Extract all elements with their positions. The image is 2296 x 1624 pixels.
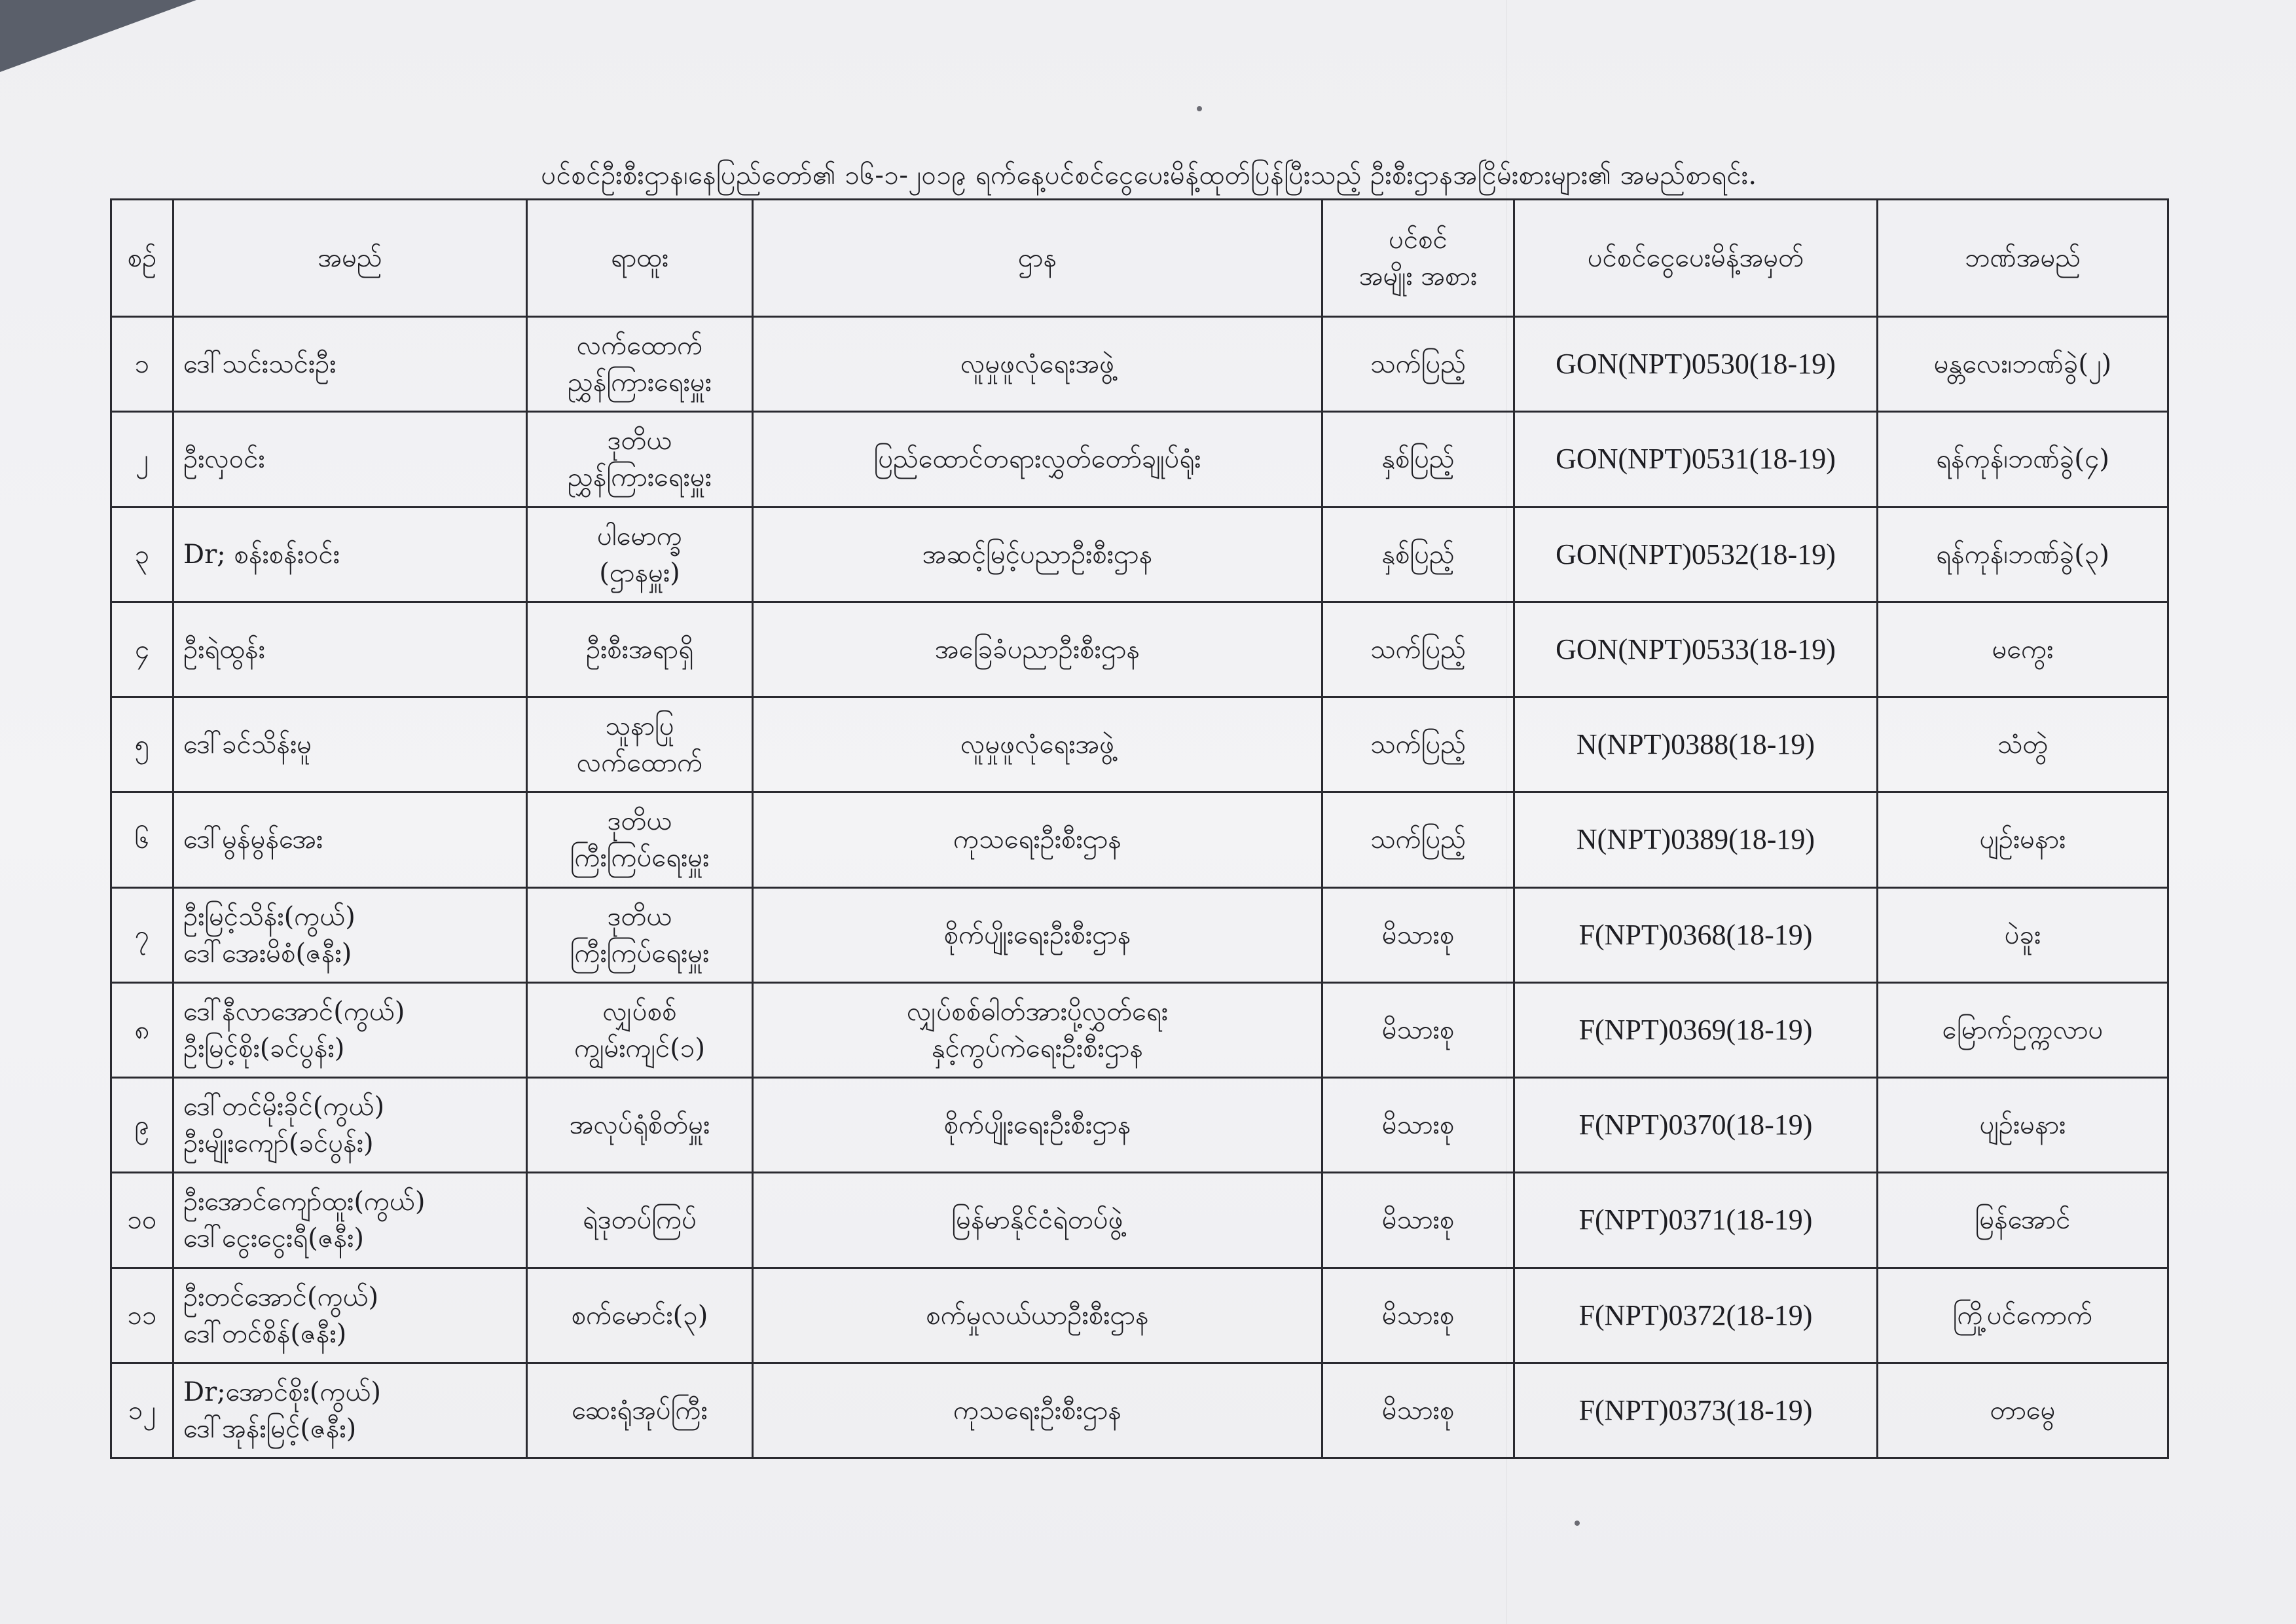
header-name: အမည် (173, 200, 527, 317)
license-number-cell: N(NPT)0388(18-19) (1514, 697, 1878, 792)
header-pension-type (1322, 200, 1514, 317)
bank-cell: ရန်ကုန်၊ဘဏ်ခွဲ(၄) (1878, 412, 2168, 507)
department-line: စိုက်ပျိုးရေးဦးစီးဌာန (943, 1110, 1131, 1141)
rank-line: ကြီးကြပ်ရေးမှူး (570, 938, 710, 969)
table-row (111, 1268, 2168, 1363)
pension-type-cell: မိသားစု (1322, 1078, 1514, 1173)
bank-cell: ပျဉ်းမနား (1878, 1078, 2168, 1173)
header-pension-type-line: အမျိုး အစား (1358, 261, 1478, 291)
name-cell (173, 412, 527, 507)
pension-type-cell: သက်ပြည့် (1322, 792, 1514, 887)
rank-cell (527, 412, 753, 507)
paper-speck (1197, 106, 1202, 111)
table-row (111, 1173, 2168, 1268)
department-cell (753, 697, 1322, 792)
department-cell (753, 792, 1322, 887)
header-license-number: ပင်စင်ငွေပေးမိန့်အမှတ် (1514, 200, 1878, 317)
page-corner-shadow (0, 0, 196, 72)
serial-cell: ၆ (111, 792, 173, 887)
department-line: မြန်မာနိုင်ငံရဲတပ်ဖွဲ့ (951, 1205, 1123, 1236)
rank-cell (527, 792, 753, 887)
rank-line: ကြီးကြပ်ရေးမှူး (570, 843, 710, 874)
pension-type-cell: သက်ပြည့် (1322, 317, 1514, 412)
bank-cell: မကွေး (1878, 602, 2168, 697)
table-row (111, 1363, 2168, 1458)
rank-line: လက်ထောက် (576, 748, 703, 779)
license-number-cell: F(NPT)0372(18-19) (1514, 1268, 1878, 1363)
bank-cell: ရန်ကုန်၊ဘဏ်ခွဲ(၃) (1878, 507, 2168, 602)
rank-cell (527, 317, 753, 412)
header-rank: ရာထူး (527, 200, 753, 317)
table-row (111, 982, 2168, 1077)
rank-line: လက်ထောက် (576, 331, 703, 361)
name-cell (173, 507, 527, 602)
department-cell (753, 887, 1322, 982)
bank-cell: ပျဉ်းမနား (1878, 792, 2168, 887)
license-number-cell: F(NPT)0370(18-19) (1514, 1078, 1878, 1173)
bank-cell: ကြို့ပင်ကောက် (1878, 1268, 2168, 1363)
rank-line: အလုပ်ရုံစိတ်မှူး (569, 1110, 710, 1141)
name-line: Dr; စန်းစန်းဝင်း (183, 539, 340, 570)
rank-line: ဒုတိယ (607, 426, 672, 456)
pension-type-cell: မိသားစု (1322, 1363, 1514, 1458)
pension-type-cell: နှစ်ပြည့် (1322, 412, 1514, 507)
name-cell (173, 697, 527, 792)
license-number-cell: GON(NPT)0531(18-19) (1514, 412, 1878, 507)
name-line: ဒေါ်တင်မိုးခိုင်(ကွယ်) (183, 1092, 385, 1122)
name-cell (173, 1268, 527, 1363)
rank-line: ဒုတိယ (607, 901, 672, 932)
department-line: ကုသရေးဦးစီးဌာန (953, 824, 1121, 855)
department-line: လူမှုဖူလုံရေးအဖွဲ့ (960, 349, 1115, 380)
license-number-cell: GON(NPT)0533(18-19) (1514, 602, 1878, 697)
pensioner-table (110, 198, 2169, 1459)
rank-line: ကျွမ်းကျင်(၁) (574, 1033, 705, 1063)
bank-cell: သံတွဲ (1878, 697, 2168, 792)
serial-cell: ၁ (111, 317, 173, 412)
rank-cell (527, 602, 753, 697)
rank-cell (527, 887, 753, 982)
name-line: ဦးလှဝင်း (183, 444, 265, 475)
department-cell (753, 1173, 1322, 1268)
department-cell (753, 1268, 1322, 1363)
department-line: အဆင့်မြင့်ပညာဦးစီးဌာန (922, 539, 1153, 570)
rank-line: ဒုတိယ (607, 806, 672, 837)
name-cell (173, 317, 527, 412)
name-line: ဒေါ်နီလာအောင်(ကွယ်) (183, 996, 405, 1027)
table-row (111, 317, 2168, 412)
name-cell (173, 792, 527, 887)
table-row (111, 1078, 2168, 1173)
name-cell (173, 887, 527, 982)
pension-type-cell: မိသားစု (1322, 1268, 1514, 1363)
department-line: စက်မှုလယ်ယာဦးစီးဌာန (926, 1300, 1149, 1331)
rank-cell (527, 1268, 753, 1363)
bank-cell: တာမွေ (1878, 1363, 2168, 1458)
serial-cell: ၅ (111, 697, 173, 792)
bank-cell: မန္တလေး၊ဘဏ်ခွဲ(၂) (1878, 317, 2168, 412)
license-number-cell: F(NPT)0368(18-19) (1514, 887, 1878, 982)
pension-type-cell: မိသားစု (1322, 887, 1514, 982)
department-line: လျှပ်စစ်ဓါတ်အားပို့လွှတ်ရေး (907, 996, 1168, 1027)
name-line: ဦးရဲထွန်း (183, 634, 265, 665)
name-cell (173, 1078, 527, 1173)
bank-cell: မြန်အောင် (1878, 1173, 2168, 1268)
rank-cell (527, 1078, 753, 1173)
name-line: ဦးအောင်ကျော်ထူး(ကွယ်) (183, 1187, 426, 1217)
rank-line: သူနာပြု (605, 711, 674, 742)
serial-cell: ၃ (111, 507, 173, 602)
rank-cell (527, 507, 753, 602)
rank-cell (527, 982, 753, 1077)
name-cell (173, 1173, 527, 1268)
name-line: ဒေါ်တင်စိန်(ဇနီး) (183, 1318, 347, 1349)
department-line: အခြေခံပညာဦးစီးဌာန (934, 634, 1140, 665)
pension-type-cell: မိသားစု (1322, 1173, 1514, 1268)
pension-type-cell: သက်ပြည့် (1322, 602, 1514, 697)
pension-type-cell: မိသားစု (1322, 982, 1514, 1077)
rank-line: ညွှန်ကြားရေးမှူး (568, 367, 712, 398)
name-line: Dr;အောင်စိုး(ကွယ်) (183, 1376, 382, 1407)
pension-type-cell: နှစ်ပြည့် (1322, 507, 1514, 602)
department-cell (753, 1078, 1322, 1173)
license-number-cell: GON(NPT)0532(18-19) (1514, 507, 1878, 602)
department-cell (753, 507, 1322, 602)
serial-cell: ၉ (111, 1078, 173, 1173)
rank-line: ရဲဒုတပ်ကြပ် (582, 1205, 697, 1236)
name-line: ဦးတင်အောင်(ကွယ်) (183, 1282, 379, 1312)
license-number-cell: F(NPT)0369(18-19) (1514, 982, 1878, 1077)
name-cell (173, 602, 527, 697)
table-row (111, 507, 2168, 602)
department-line: ပြည်ထောင်တရားလွှတ်တော်ချုပ်ရုံး (873, 444, 1201, 475)
serial-cell: ၈ (111, 982, 173, 1077)
license-number-cell: N(NPT)0389(18-19) (1514, 792, 1878, 887)
license-number-cell: F(NPT)0371(18-19) (1514, 1173, 1878, 1268)
header-pension-type-line: ပင်စင် (1389, 225, 1448, 255)
department-cell (753, 412, 1322, 507)
rank-cell (527, 697, 753, 792)
table-body (111, 317, 2168, 1458)
table-row (111, 887, 2168, 982)
bank-cell: ပဲခူး (1878, 887, 2168, 982)
header-department: ဌာန (753, 200, 1322, 317)
serial-cell: ၁၂ (111, 1363, 173, 1458)
document-title: ပင်စင်ဦးစီးဌာန၊နေပြည်တော်၏ ၁၆-၁-၂၀၁၉ ရက်နေ့ပင်စင်ငွေပေးမိန့်ထုတ်ပြန်ပြီးသည့် ဦးစီးဌာနအငြိမ်းစားများ၏ အမည်စာရင်း. (541, 160, 1757, 191)
name-line: ဒေါ်ခင်သိန်းမူ (183, 729, 312, 760)
name-line: ဦးမြင့်စိုး(ခင်ပွန်း) (183, 1033, 345, 1063)
department-line: နှင့်ကွပ်ကဲရေးဦးစီးဌာန (931, 1033, 1144, 1063)
pension-type-cell: သက်ပြည့် (1322, 697, 1514, 792)
rank-line: လျှပ်စစ် (602, 996, 677, 1027)
table-row (111, 602, 2168, 697)
paper-speck (1575, 1521, 1580, 1526)
name-line: ဒေါ်ငွေးငွေးရီ(ဇနီး) (183, 1223, 365, 1254)
table-row (111, 697, 2168, 792)
name-cell (173, 1363, 527, 1458)
rank-line: ဆေးရုံအုပ်ကြီး (572, 1395, 708, 1426)
table-row (111, 792, 2168, 887)
name-line: ဦးမျိုးကျော်(ခင်ပွန်း) (183, 1128, 374, 1159)
bank-cell: မြောက်ဥက္ကလာပ (1878, 982, 2168, 1077)
name-cell (173, 982, 527, 1077)
department-cell (753, 602, 1322, 697)
department-cell (753, 1363, 1322, 1458)
rank-line: ညွှန်ကြားရေးမှူး (568, 462, 712, 493)
rank-line: ဦးစီးအရာရှိ (585, 634, 694, 665)
department-line: ကုသရေးဦးစီးဌာန (953, 1395, 1121, 1426)
rank-cell (527, 1173, 753, 1268)
department-line: စိုက်ပျိုးရေးဦးစီးဌာန (943, 919, 1131, 950)
header-serial: စဉ် (111, 200, 173, 317)
name-line: ဦးမြင့်သိန်း(ကွယ်) (183, 901, 355, 932)
rank-cell (527, 1363, 753, 1458)
serial-cell: ၄ (111, 602, 173, 697)
name-line: ဒေါ်သင်းသင်းဦး (183, 349, 337, 380)
license-number-cell: GON(NPT)0530(18-19) (1514, 317, 1878, 412)
name-line: ဒေါ်အေးမိစံ(ဇနီး) (183, 938, 352, 969)
header-bank: ဘဏ်အမည် (1878, 200, 2168, 317)
table-row (111, 412, 2168, 507)
name-line: ဒေါ်မွန်မွန်အေး (183, 824, 323, 855)
serial-cell: ၂ (111, 412, 173, 507)
serial-cell: ၇ (111, 887, 173, 982)
license-number-cell: F(NPT)0373(18-19) (1514, 1363, 1878, 1458)
department-line: လူမှုဖူလုံရေးအဖွဲ့ (960, 729, 1115, 760)
name-line: ဒေါ်အုန်းမြင့်(ဇနီး) (183, 1413, 357, 1444)
rank-line: စက်မောင်း(၃) (571, 1300, 708, 1331)
department-cell (753, 317, 1322, 412)
table-header (111, 200, 2168, 317)
serial-cell: ၁၀ (111, 1173, 173, 1268)
serial-cell: ၁၁ (111, 1268, 173, 1363)
rank-line: (ဌာနမှူး) (599, 557, 680, 588)
rank-line: ပါမောက္ခ (597, 521, 682, 551)
department-cell (753, 982, 1322, 1077)
